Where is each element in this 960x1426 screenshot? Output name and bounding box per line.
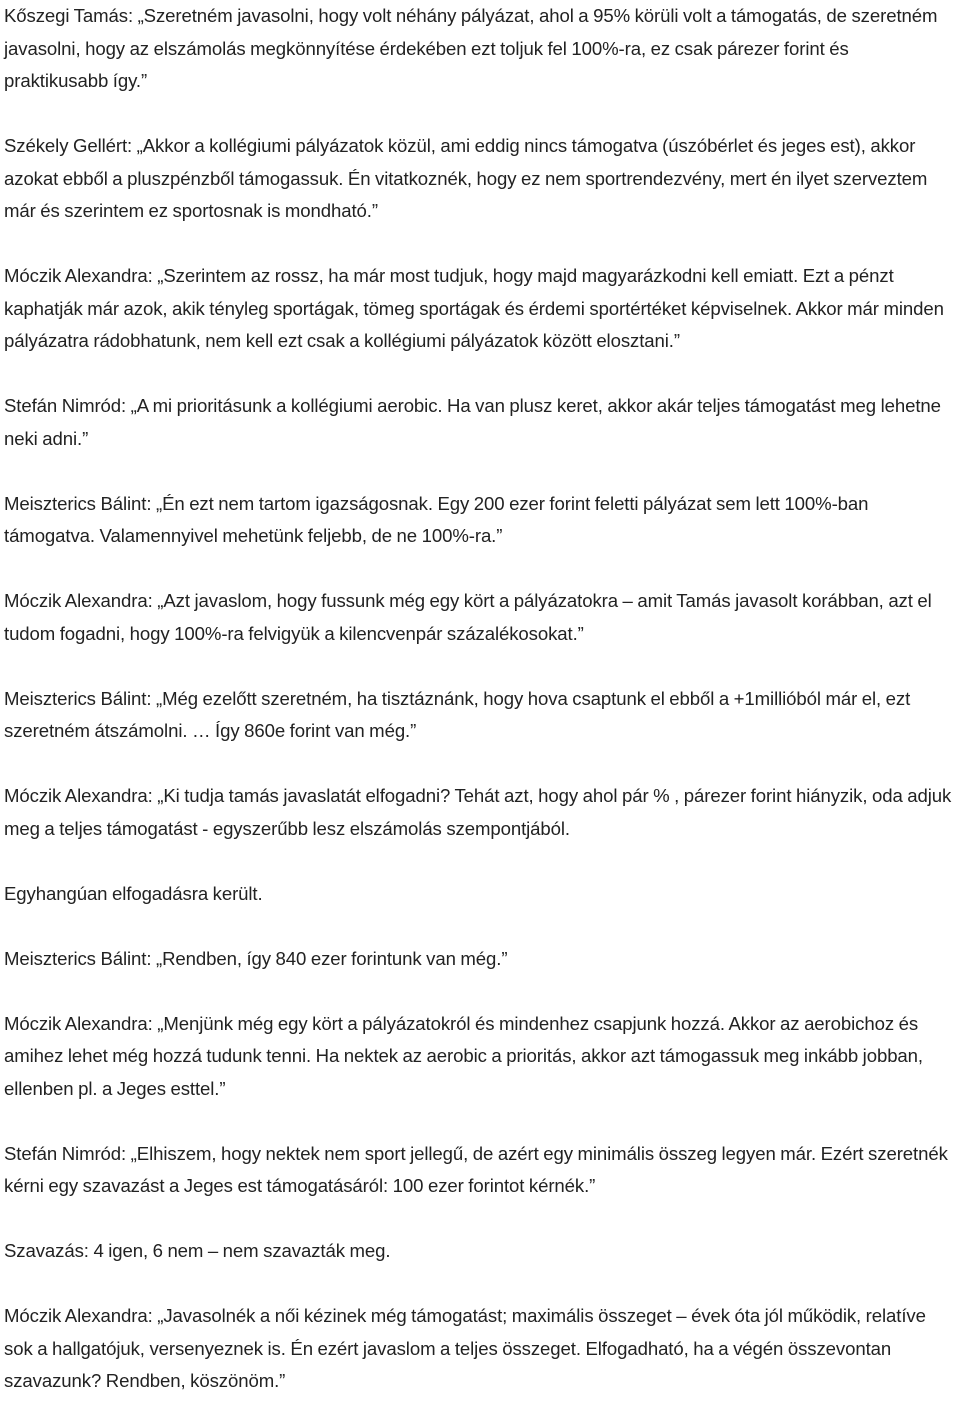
paragraph-moczik-alexandra-5: Móczik Alexandra: „Javasolnék a női kézinek még támogatást; maximális összeget – évek óta jól működik, relatíve sok a hallgatójuk, versenyeznek is. Én ezért javaslom a teljes összeget. Elfogadható, ha a végén összevontan szavazunk? Rendben, köszönöm.” xyxy=(4,1305,926,1391)
paragraph-szekely-gellert: Székely Gellért: „Akkor a kollégiumi pályázatok közül, ami eddig nincs támogatva (úszóbérlet és jeges est), akkor azokat ebből a pluszpénzből támogassuk. Én vitatkoznék, hogy ez nem sportrendezvény, mert én ilyet szerveztem már és szerintem ez sportosnak is mondható.” xyxy=(4,135,928,221)
paragraph-stefan-nimrod-1: Stefán Nimród: „A mi prioritásunk a kollégiumi aerobic. Ha van plusz keret, akkor akár teljes támogatást meg lehetne neki adni.” xyxy=(4,395,941,449)
paragraph-moczik-alexandra-4: Móczik Alexandra: „Menjünk még egy kört a pályázatokról és mindenhez csapjunk hozzá. Akkor az aerobichoz és amihez lehet még hozzá tudunk tenni. Ha nektek az aerobic a prioritás, akkor azt támogassuk meg inkább jobban, ellenben pl. a Jeges esttel.” xyxy=(4,1012,923,1099)
paragraph-moczik-alexandra-2: Móczik Alexandra: „Azt javaslom, hogy fussunk még egy kört a pályázatokra – amit Tamás javasolt korábban, azt el tudom fogadni, hogy 100%-ra felvigyük a kilencvenpár százalékosokat.” xyxy=(4,590,932,644)
paragraph-vote-result: Szavazás: 4 igen, 6 nem – nem szavazták meg. xyxy=(4,1240,391,1261)
document-page xyxy=(4,0,956,1398)
paragraph-moczik-alexandra-1: Móczik Alexandra: „Szerintem az rossz, ha már most tudjuk, hogy majd magyarázkodni kell emiatt. Ezt a pénzt kaphatják már azok, akik tényleg sportágak, tömeg sportágak és érdemi sportértéket képviselnek. Akkor már minden pályázatra rádobhatunk, nem kell ezt csak a kollégiumi pályázatok között elosztani.” xyxy=(4,265,944,351)
paragraph-unanimous-decision: Egyhangúan elfogadásra került. xyxy=(4,882,263,904)
paragraph-stefan-nimrod-2: Stefán Nimród: „Elhiszem, hogy nektek nem sport jellegű, de azért egy minimális összeg legyen már. Ezért szeretnék kérni egy szavazást a Jeges est támogatásáról: 100 ezer forintot kérnék.” xyxy=(4,1142,948,1196)
paragraph-meiszterics-balint-2: Meiszterics Bálint: „Még ezelőtt szeretném, ha tisztáznánk, hogy hova csaptunk el ebből a +1millióból már el, ezt szeretném átszámolni. … Így 860e forint van még.” xyxy=(4,687,911,741)
paragraph-meiszterics-balint-3: Meiszterics Bálint: „Rendben, így 840 ezer forintunk van még.” xyxy=(4,947,508,969)
paragraph-koszegi-tamas: Kőszegi Tamás: „Szeretném javasolni, hogy volt néhány pályázat, ahol a 95% körüli volt a támogatás, de szeretném javasolni, hogy az elszámolás megkönnyítése érdekében ezt toljuk fel 100%-ra, ez csak párezer forint és praktikusabb így.” xyxy=(4,5,938,91)
paragraph-meiszterics-balint-1: Meiszterics Bálint: „Én ezt nem tartom igazságosnak. Egy 200 ezer forint feletti pályázat sem lett 100%-ban támogatva. Valamennyivel mehetünk feljebb, de ne 100%-ra.” xyxy=(4,492,869,546)
paragraph-moczik-alexandra-3: Móczik Alexandra: „Ki tudja tamás javaslatát elfogadni? Tehát azt, hogy ahol pár % , párezer forint hiányzik, oda adjuk meg a teljes támogatást - egyszerűbb lesz elszámolás szempontjából. xyxy=(4,785,952,839)
